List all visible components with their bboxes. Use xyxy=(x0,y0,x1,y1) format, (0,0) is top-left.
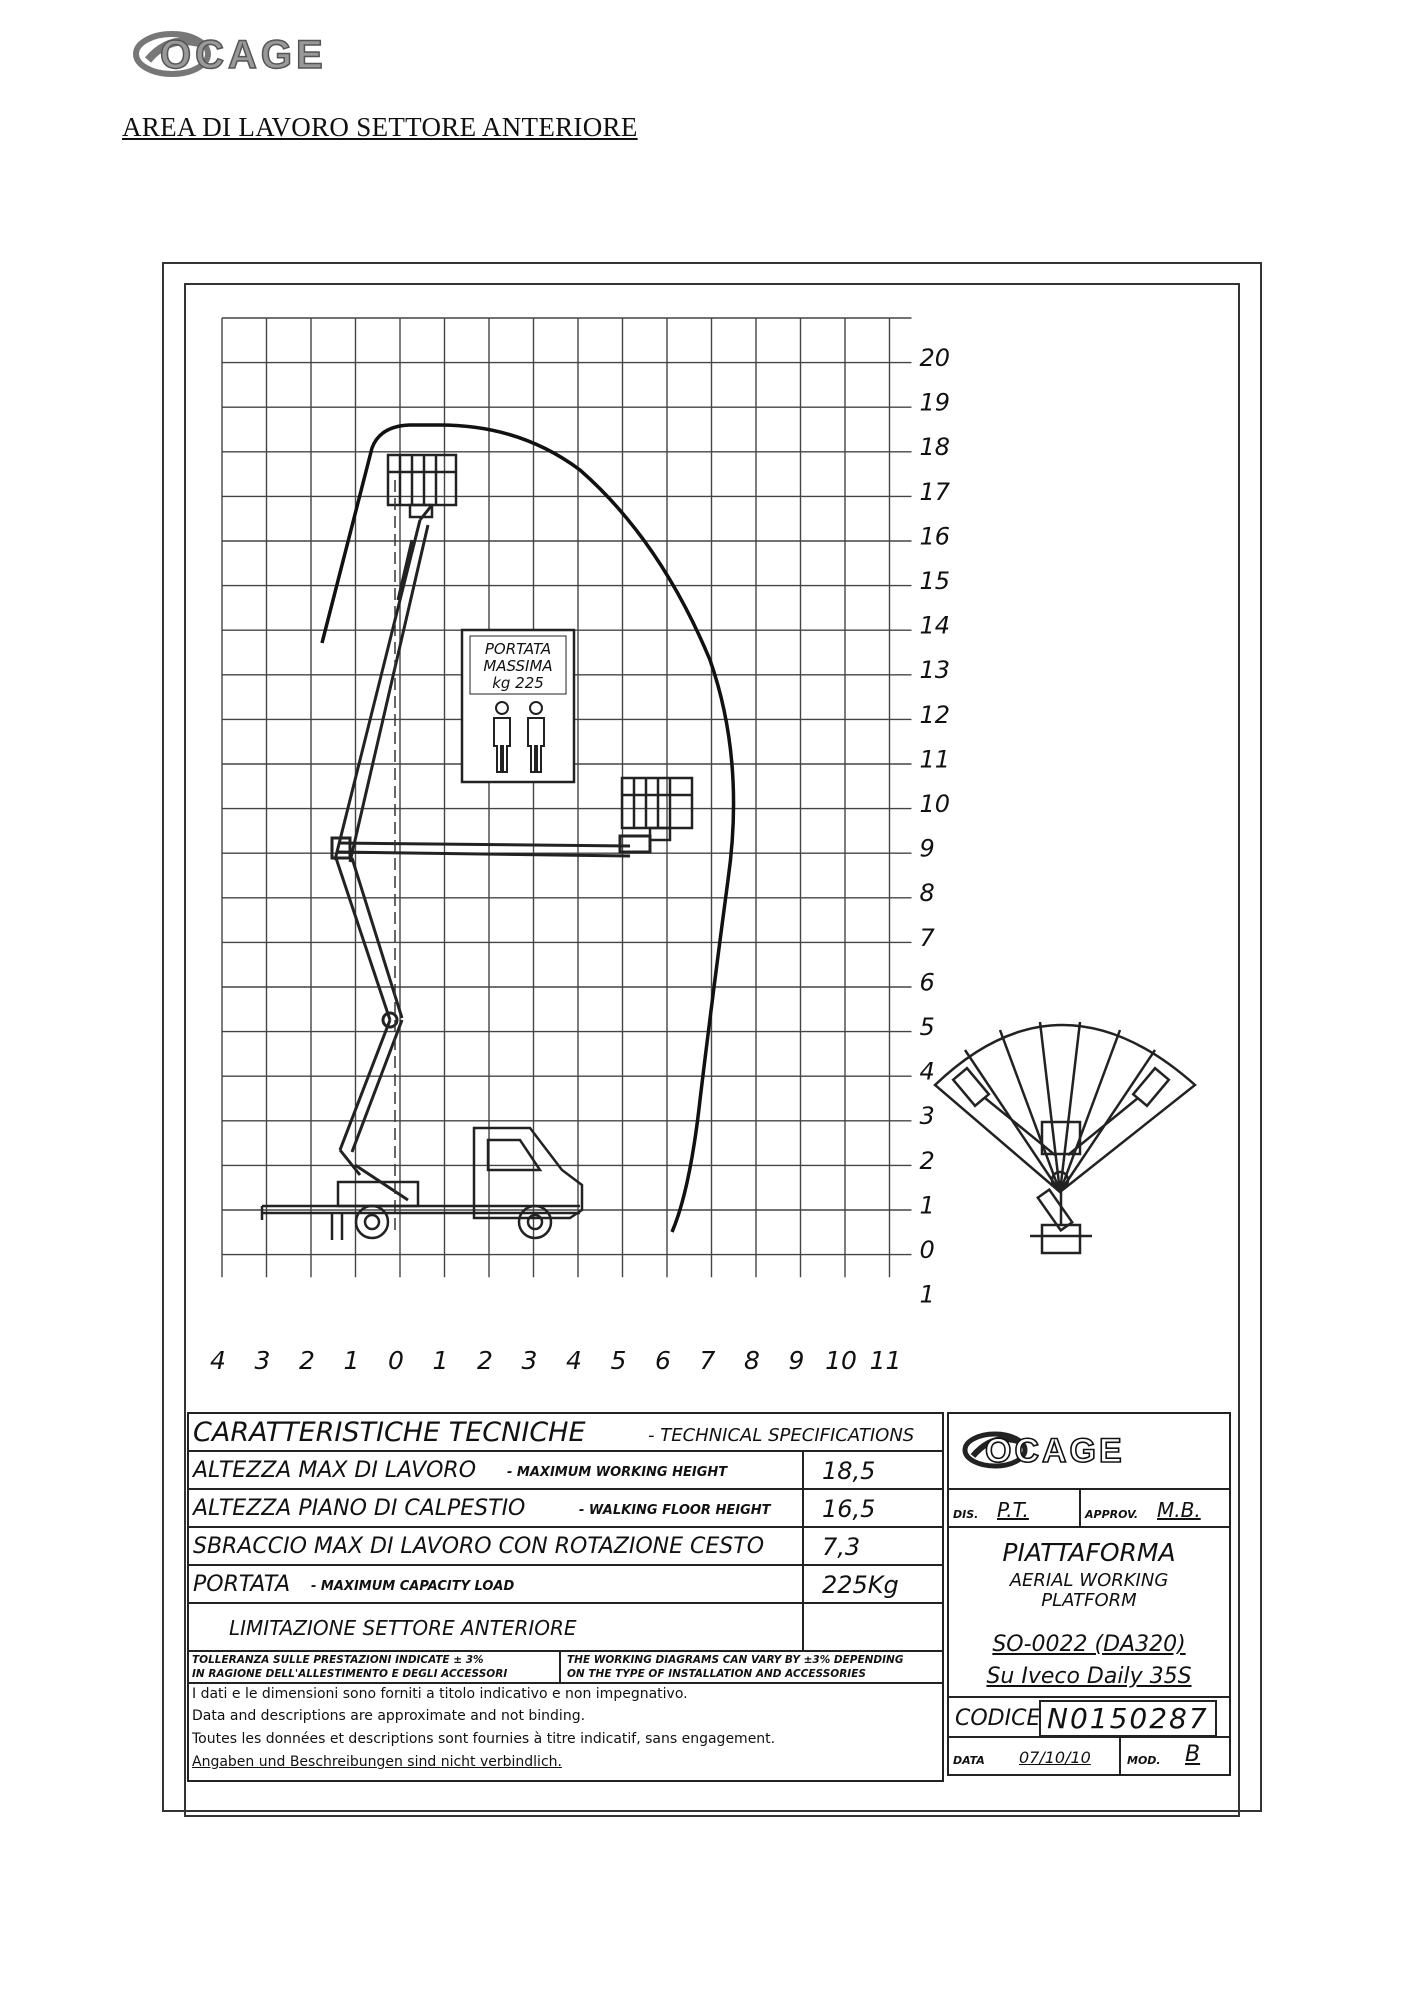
spec-row-0-value-cell xyxy=(802,1450,944,1490)
dis-cell xyxy=(947,1488,1081,1528)
approv-cell xyxy=(1079,1488,1231,1528)
y-axis-label: 1 xyxy=(919,1280,935,1309)
spec-row-3-label: PORTATA xyxy=(193,1572,291,1597)
y-axis-label: 19 xyxy=(919,388,951,417)
x-axis-label: 7 xyxy=(699,1346,716,1375)
spec-row-2 xyxy=(187,1526,804,1566)
page-title: AREA DI LAVORO SETTORE ANTERIORE xyxy=(122,112,638,142)
spec-row-2-label: SBRACCIO MAX DI LAVORO CON ROTAZIONE CESTO xyxy=(193,1534,765,1559)
disclaimer-line-2: Toutes les données et descriptions sont fournies à titre indicatif, sans engagement. xyxy=(192,1731,776,1747)
y-axis-label: 17 xyxy=(919,477,951,506)
disclaimer xyxy=(187,1682,944,1782)
x-axis-labels xyxy=(210,1346,901,1375)
x-axis-label: 3 xyxy=(254,1346,271,1375)
spec-row-3-sub: - MAXIMUM CAPACITY LOAD xyxy=(311,1579,515,1594)
dis-label: DIS. xyxy=(953,1508,979,1521)
codice-label: CODICE xyxy=(955,1706,1041,1731)
load-sign-line3: kg 225 xyxy=(492,674,544,692)
spec-header-main: CARATTERISTICHE TECNICHE xyxy=(193,1417,586,1448)
spec-header-sub: - TECHNICAL SPECIFICATIONS xyxy=(648,1425,915,1446)
load-sign-line2: MASSIMA xyxy=(483,657,553,675)
limitation-cell xyxy=(187,1602,804,1652)
codice-value: N0150287 xyxy=(1039,1700,1217,1737)
x-axis-label: 1 xyxy=(432,1346,449,1375)
spec-row-1-value-cell xyxy=(802,1488,944,1528)
x-axis-label: 9 xyxy=(788,1346,805,1375)
data-cell xyxy=(947,1736,1121,1776)
mod-cell xyxy=(1119,1736,1231,1776)
x-axis-label: 0 xyxy=(388,1346,404,1375)
x-axis-label: 5 xyxy=(610,1346,627,1375)
spec-row-3-value-cell xyxy=(802,1564,944,1604)
spec-row-1-label: ALTEZZA PIANO DI CALPESTIO xyxy=(193,1496,526,1521)
boom-horizontal xyxy=(332,836,650,858)
spec-row-0-label: ALTEZZA MAX DI LAVORO xyxy=(193,1458,477,1483)
product-en-1: AERIAL WORKING xyxy=(1009,1570,1169,1591)
y-axis-label: 2 xyxy=(919,1146,935,1175)
tolerance-it-1: TOLLERANZA SULLE PRESTAZIONI INDICATE ± 3% xyxy=(192,1654,484,1666)
spec-row-0-sub: - MAXIMUM WORKING HEIGHT xyxy=(507,1465,728,1480)
spec-row-2-value-cell xyxy=(802,1526,944,1566)
data-label: DATA xyxy=(953,1754,985,1767)
x-axis-label: 10 xyxy=(825,1346,857,1375)
disclaimer-line-0: I dati e le dimensioni sono forniti a titolo indicativo e non impegnativo. xyxy=(192,1686,688,1702)
x-axis-label: 4 xyxy=(210,1346,226,1375)
tolerance-it xyxy=(187,1650,561,1684)
y-axis-label: 3 xyxy=(919,1102,935,1131)
spec-row-1 xyxy=(187,1488,804,1528)
specifications-table xyxy=(187,1412,1231,1785)
spec-row-2-value: 7,3 xyxy=(822,1533,861,1561)
y-axis-label: 14 xyxy=(919,611,951,640)
product-it: PIATTAFORMA xyxy=(1002,1538,1176,1567)
x-axis-label: 4 xyxy=(566,1346,582,1375)
lower-arms xyxy=(336,858,408,1200)
y-axis-label: 1 xyxy=(919,1191,935,1220)
data-value: 07/10/10 xyxy=(1019,1748,1091,1767)
y-axis-label: 20 xyxy=(919,344,951,372)
y-axis-label: 6 xyxy=(919,968,935,997)
tolerance-it-2: IN RAGIONE DELL'ALLESTIMENTO E DEGLI ACCESSORI xyxy=(192,1668,508,1680)
x-axis-label: 1 xyxy=(343,1346,360,1375)
spec-header xyxy=(187,1412,944,1452)
spec-row-0-value: 18,5 xyxy=(822,1457,876,1485)
y-axis-label: 4 xyxy=(919,1057,935,1086)
mod-label: MOD. xyxy=(1127,1754,1161,1767)
y-axis-label: 8 xyxy=(919,879,935,908)
basket-high xyxy=(388,455,456,517)
spec-row-3 xyxy=(187,1564,804,1604)
limitation-text: LIMITAZIONE SETTORE ANTERIORE xyxy=(229,1616,577,1640)
disclaimer-line-3: Angaben und Beschreibungen sind nicht verbindlich. xyxy=(192,1754,562,1770)
limitation-value-cell xyxy=(802,1602,944,1652)
tolerance-en-1: THE WORKING DIAGRAMS CAN VARY BY ±3% DEPENDING xyxy=(567,1654,904,1666)
mod-value: B xyxy=(1185,1742,1201,1767)
product-en-2: PLATFORM xyxy=(1041,1590,1137,1611)
title-block-logo xyxy=(949,1414,1229,1486)
chassis: Su Iveco Daily 35S xyxy=(986,1664,1192,1689)
svg-text:OCAGE: OCAGE xyxy=(160,33,327,77)
y-axis-label: 9 xyxy=(919,834,935,863)
y-axis-label: 7 xyxy=(919,923,935,952)
x-axis-label: 2 xyxy=(477,1346,493,1375)
x-axis-label: 3 xyxy=(521,1346,538,1375)
y-axis-label: 15 xyxy=(919,567,951,595)
spec-row-1-sub: - WALKING FLOOR HEIGHT xyxy=(579,1503,771,1518)
title-block-logo-cell xyxy=(947,1412,1231,1490)
dis-value: P.T. xyxy=(997,1498,1029,1522)
spec-row-0 xyxy=(187,1450,804,1490)
codice-cell xyxy=(947,1696,1231,1738)
approv-value: M.B. xyxy=(1157,1498,1201,1522)
tolerance-en xyxy=(559,1650,944,1684)
disclaimer-line-1: Data and descriptions are approximate and not binding. xyxy=(192,1708,586,1724)
x-axis-label: 6 xyxy=(655,1346,671,1375)
spec-row-1-value: 16,5 xyxy=(822,1495,876,1523)
y-axis-label: 18 xyxy=(919,433,951,462)
product-cell xyxy=(947,1526,1231,1698)
x-axis-label: 8 xyxy=(744,1346,760,1375)
x-axis-label: 11 xyxy=(869,1346,902,1375)
rotation-sector-topview xyxy=(935,1022,1195,1253)
y-axis-labels xyxy=(920,344,951,1309)
y-axis-label: 13 xyxy=(919,656,951,685)
y-axis-label: 12 xyxy=(919,700,951,729)
y-axis-label: 0 xyxy=(919,1236,935,1264)
y-axis-label: 5 xyxy=(919,1013,935,1041)
tolerance-en-2: ON THE TYPE OF INSTALLATION AND ACCESSORIES xyxy=(567,1668,866,1680)
y-axis-label: 11 xyxy=(919,745,951,774)
model: SO-0022 (DA320) xyxy=(992,1632,1186,1657)
load-sign xyxy=(462,630,574,782)
spec-row-3-value: 225Kg xyxy=(822,1571,899,1599)
svg-text:OCAGE: OCAGE xyxy=(985,1432,1125,1470)
y-axis-label: 10 xyxy=(919,790,951,818)
y-axis-label: 16 xyxy=(919,522,951,551)
approv-label: APPROV. xyxy=(1085,1508,1139,1521)
x-axis-label: 2 xyxy=(299,1346,315,1375)
load-sign-line1: PORTATA xyxy=(484,640,552,658)
